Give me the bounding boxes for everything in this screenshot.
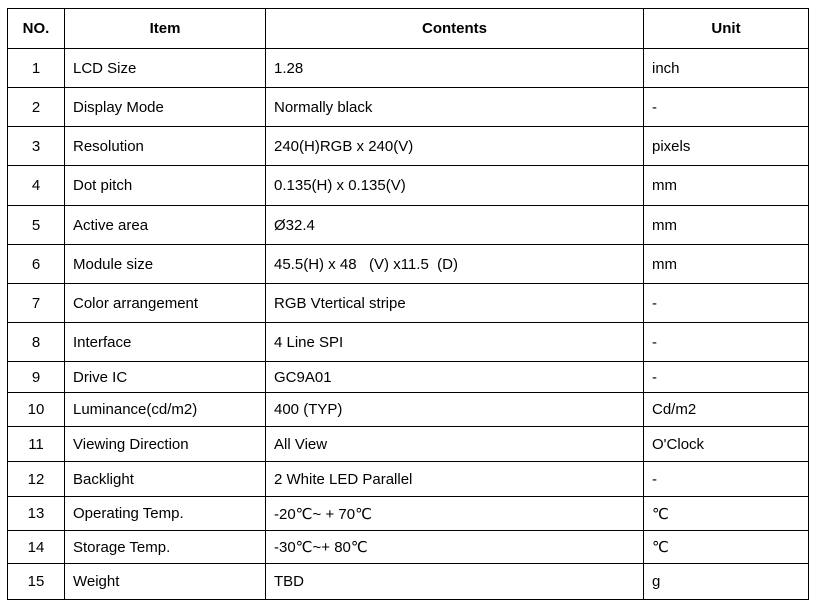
table-row	[8, 127, 809, 166]
row-item: Color arrangement	[65, 284, 266, 323]
row-no: 2	[8, 88, 65, 127]
table-row	[8, 531, 809, 564]
row-no: 6	[8, 245, 65, 284]
row-item: Interface	[65, 323, 266, 362]
row-contents: RGB Vtertical stripe	[266, 284, 644, 323]
table-row	[8, 206, 809, 245]
row-no: 9	[8, 362, 65, 393]
row-item: Dot pitch	[65, 166, 266, 206]
row-contents: 400 (TYP)	[266, 393, 644, 427]
header-unit: Unit	[644, 9, 809, 49]
row-no: 11	[8, 427, 65, 462]
row-no: 14	[8, 531, 65, 564]
row-contents: -30℃~+ 80℃	[266, 531, 644, 564]
row-no: 1	[8, 49, 65, 88]
header-contents: Contents	[266, 9, 644, 49]
row-unit: mm	[644, 245, 809, 284]
row-unit: pixels	[644, 127, 809, 166]
table-row	[8, 88, 809, 127]
row-no: 4	[8, 166, 65, 206]
row-contents: 4 Line SPI	[266, 323, 644, 362]
row-item: Module size	[65, 245, 266, 284]
row-item: Weight	[65, 564, 266, 600]
row-item: Storage Temp.	[65, 531, 266, 564]
spec-table-body	[8, 49, 809, 600]
row-no: 13	[8, 497, 65, 531]
row-item: Operating Temp.	[65, 497, 266, 531]
row-unit: O'Clock	[644, 427, 809, 462]
table-row	[8, 393, 809, 427]
row-unit: mm	[644, 206, 809, 245]
row-no: 10	[8, 393, 65, 427]
table-row	[8, 362, 809, 393]
row-contents: GC9A01	[266, 362, 644, 393]
spec-table-header	[8, 9, 809, 49]
header-no: NO.	[8, 9, 65, 49]
row-no: 3	[8, 127, 65, 166]
row-contents: Normally black	[266, 88, 644, 127]
row-item: Resolution	[65, 127, 266, 166]
row-no: 8	[8, 323, 65, 362]
row-item: Backlight	[65, 462, 266, 497]
row-unit: -	[644, 88, 809, 127]
row-contents: TBD	[266, 564, 644, 600]
table-row	[8, 245, 809, 284]
row-unit: ℃	[644, 531, 809, 564]
row-contents: 240(H)RGB x 240(V)	[266, 127, 644, 166]
row-item: Display Mode	[65, 88, 266, 127]
row-contents: 2 White LED Parallel	[266, 462, 644, 497]
row-contents: Ø32.4	[266, 206, 644, 245]
row-unit: -	[644, 284, 809, 323]
row-contents: 45.5(H) x 48 (V) x11.5 (D)	[266, 245, 644, 284]
row-contents: All View	[266, 427, 644, 462]
table-row	[8, 49, 809, 88]
row-item: Active area	[65, 206, 266, 245]
row-no: 7	[8, 284, 65, 323]
row-unit: g	[644, 564, 809, 600]
row-contents: -20℃~ + 70℃	[266, 497, 644, 531]
table-row	[8, 497, 809, 531]
row-unit: -	[644, 462, 809, 497]
row-item: Viewing Direction	[65, 427, 266, 462]
row-unit: -	[644, 323, 809, 362]
table-row	[8, 427, 809, 462]
table-row	[8, 462, 809, 497]
row-unit: -	[644, 362, 809, 393]
row-no: 15	[8, 564, 65, 600]
table-row	[8, 323, 809, 362]
table-row	[8, 564, 809, 600]
row-item: Luminance(cd/m2)	[65, 393, 266, 427]
header-item: Item	[65, 9, 266, 49]
row-contents: 0.135(H) x 0.135(V)	[266, 166, 644, 206]
row-unit: mm	[644, 166, 809, 206]
row-contents: 1.28	[266, 49, 644, 88]
row-item: Drive IC	[65, 362, 266, 393]
row-item: LCD Size	[65, 49, 266, 88]
row-unit: ℃	[644, 497, 809, 531]
table-row	[8, 166, 809, 206]
row-unit: inch	[644, 49, 809, 88]
row-no: 12	[8, 462, 65, 497]
row-unit: Cd/m2	[644, 393, 809, 427]
spec-table	[7, 8, 809, 600]
row-no: 5	[8, 206, 65, 245]
table-row	[8, 284, 809, 323]
header-row	[8, 9, 809, 49]
